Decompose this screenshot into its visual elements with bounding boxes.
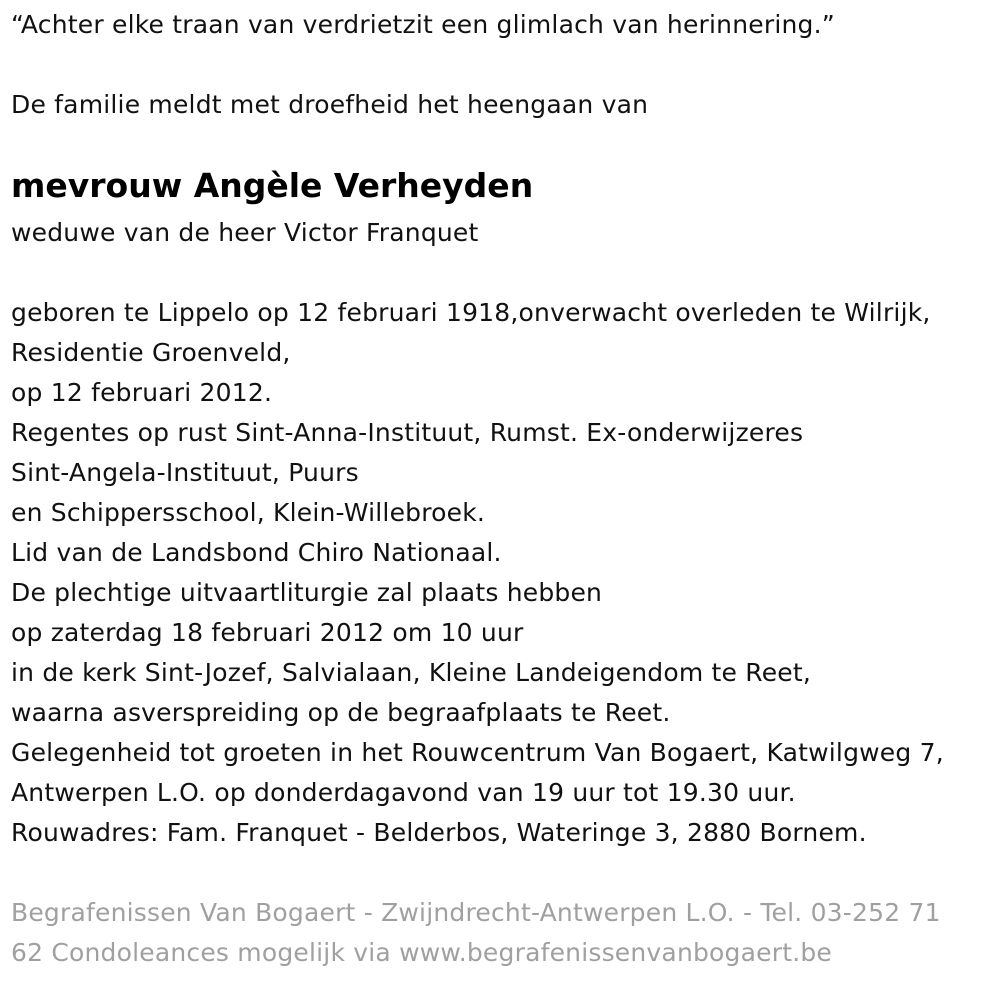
- body-line: Antwerpen L.O. op donderdagavond van 19 uur tot 19.30 uur.: [11, 778, 796, 807]
- body-line: op zaterdag 18 februari 2012 om 10 uur: [11, 618, 524, 647]
- body-line: en Schippersschool, Klein-Willebroek.: [11, 498, 486, 527]
- footer-line: 62 Condoleances mogelijk via www.begrafenissenvanbogaert.be: [11, 938, 833, 967]
- body-line: De plechtige uitvaartliturgie zal plaats hebben: [11, 578, 603, 607]
- deceased-relation: weduwe van de heer Victor Franquet: [11, 218, 479, 247]
- body-line: Lid van de Landsbond Chiro Nationaal.: [11, 538, 502, 567]
- body-line: op 12 februari 2012.: [11, 378, 273, 407]
- body-line: geboren te Lippelo op 12 februari 1918,onverwacht overleden te Wilrijk,: [11, 298, 931, 327]
- body-line: Sint-Angela-Instituut, Puurs: [11, 458, 359, 487]
- body-line: Gelegenheid tot groeten in het Rouwcentrum Van Bogaert, Katwilgweg 7,: [11, 738, 944, 767]
- body-line: Residentie Groenveld,: [11, 338, 291, 367]
- body-line: Regentes op rust Sint-Anna-Instituut, Rumst. Ex-onderwijzeres: [11, 418, 804, 447]
- body-line: in de kerk Sint-Jozef, Salvialaan, Kleine Landeigendom te Reet,: [11, 658, 812, 687]
- deceased-name: mevrouw Angèle Verheyden: [11, 166, 534, 205]
- body-line: Rouwadres: Fam. Franquet - Belderbos, Wateringe 3, 2880 Bornem.: [11, 818, 867, 847]
- memorial-quote: “Achter elke traan van verdrietzit een glimlach van herinnering.”: [11, 10, 835, 39]
- footer-line: Begrafenissen Van Bogaert - Zwijndrecht-Antwerpen L.O. - Tel. 03-252 71: [11, 898, 941, 927]
- body-line: waarna asverspreiding op de begraafplaats te Reet.: [11, 698, 671, 727]
- announcement-text: De familie meldt met droefheid het heengaan van: [11, 90, 649, 119]
